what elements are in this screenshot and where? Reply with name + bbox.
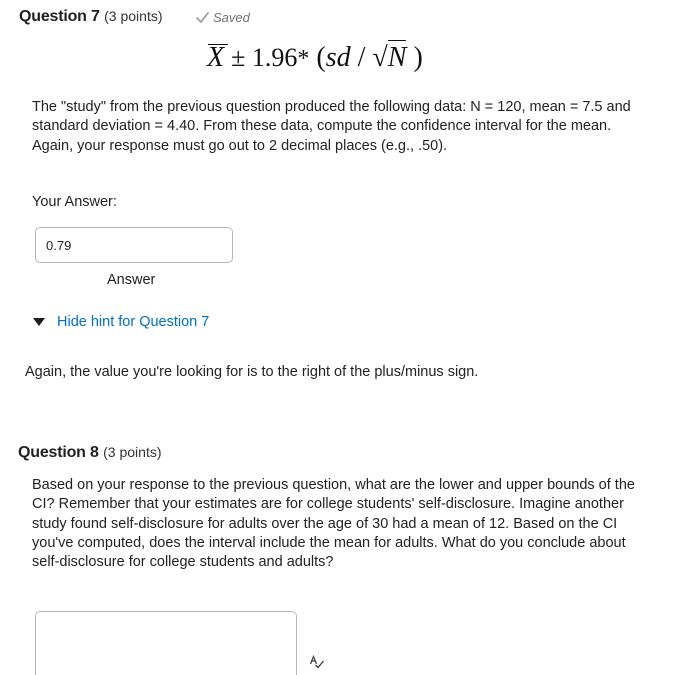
ci-formula bbox=[207, 42, 423, 74]
formula-xbar: X bbox=[207, 42, 231, 73]
hint-toggle-label[interactable]: Hide hint for Question 7 bbox=[57, 314, 210, 330]
question-8-header bbox=[18, 444, 162, 462]
question-8-points: (3 points) bbox=[103, 444, 162, 460]
formula-star: * bbox=[297, 46, 310, 72]
hint-text: Again, the value you're looking for is to the right of the plus/minus sign. bbox=[25, 364, 479, 380]
answer-input-value: 0.79 bbox=[46, 237, 72, 253]
question-8-prompt: Based on your response to the previous question, what are the lower and upper bounds of the CI? Remember that your estimates are for college students' self-disclosure. Imagine another study found self-disclosure for adults over the age of 30 had a mean of 12. Based on the CI you've computed, does the interval include the mean for adults. What do you conclude about self-disclosure for college students and adults? bbox=[32, 477, 635, 571]
answer-caption: Answer bbox=[107, 272, 156, 288]
your-answer-label: Your Answer: bbox=[32, 194, 117, 210]
question-8-title: Question 8 bbox=[18, 444, 99, 461]
caret-down-icon bbox=[33, 318, 45, 326]
formula-open-paren: ( bbox=[316, 42, 326, 73]
formula-slash: / bbox=[357, 42, 366, 73]
hint-toggle[interactable] bbox=[33, 314, 209, 330]
question-8-answer-textarea[interactable] bbox=[35, 611, 297, 675]
formula-sqrt: √N bbox=[372, 42, 407, 73]
question-7-prompt: The "study" from the previous question produced the following data: N = 120, mean = 7.5 and standard deviation = 4.40. From these data, compute the confidence interval for the mean. Again, your response must go out to 2 decimal places (e.g., .50). bbox=[32, 99, 631, 154]
spellcheck-icon[interactable] bbox=[309, 655, 325, 669]
question-7-header bbox=[19, 8, 163, 26]
checkmark-icon bbox=[196, 12, 209, 23]
formula-close-paren: ) bbox=[413, 42, 423, 73]
formula-sd: sd bbox=[325, 42, 351, 73]
answer-input[interactable] bbox=[35, 227, 233, 263]
xbar-overline bbox=[208, 44, 228, 45]
formula-pm: ± 1.96 bbox=[231, 43, 298, 72]
question-7-points: (3 points) bbox=[104, 8, 163, 24]
saved-label: Saved bbox=[213, 10, 250, 25]
question-7-title: Question 7 bbox=[19, 8, 100, 25]
saved-status bbox=[196, 10, 250, 25]
